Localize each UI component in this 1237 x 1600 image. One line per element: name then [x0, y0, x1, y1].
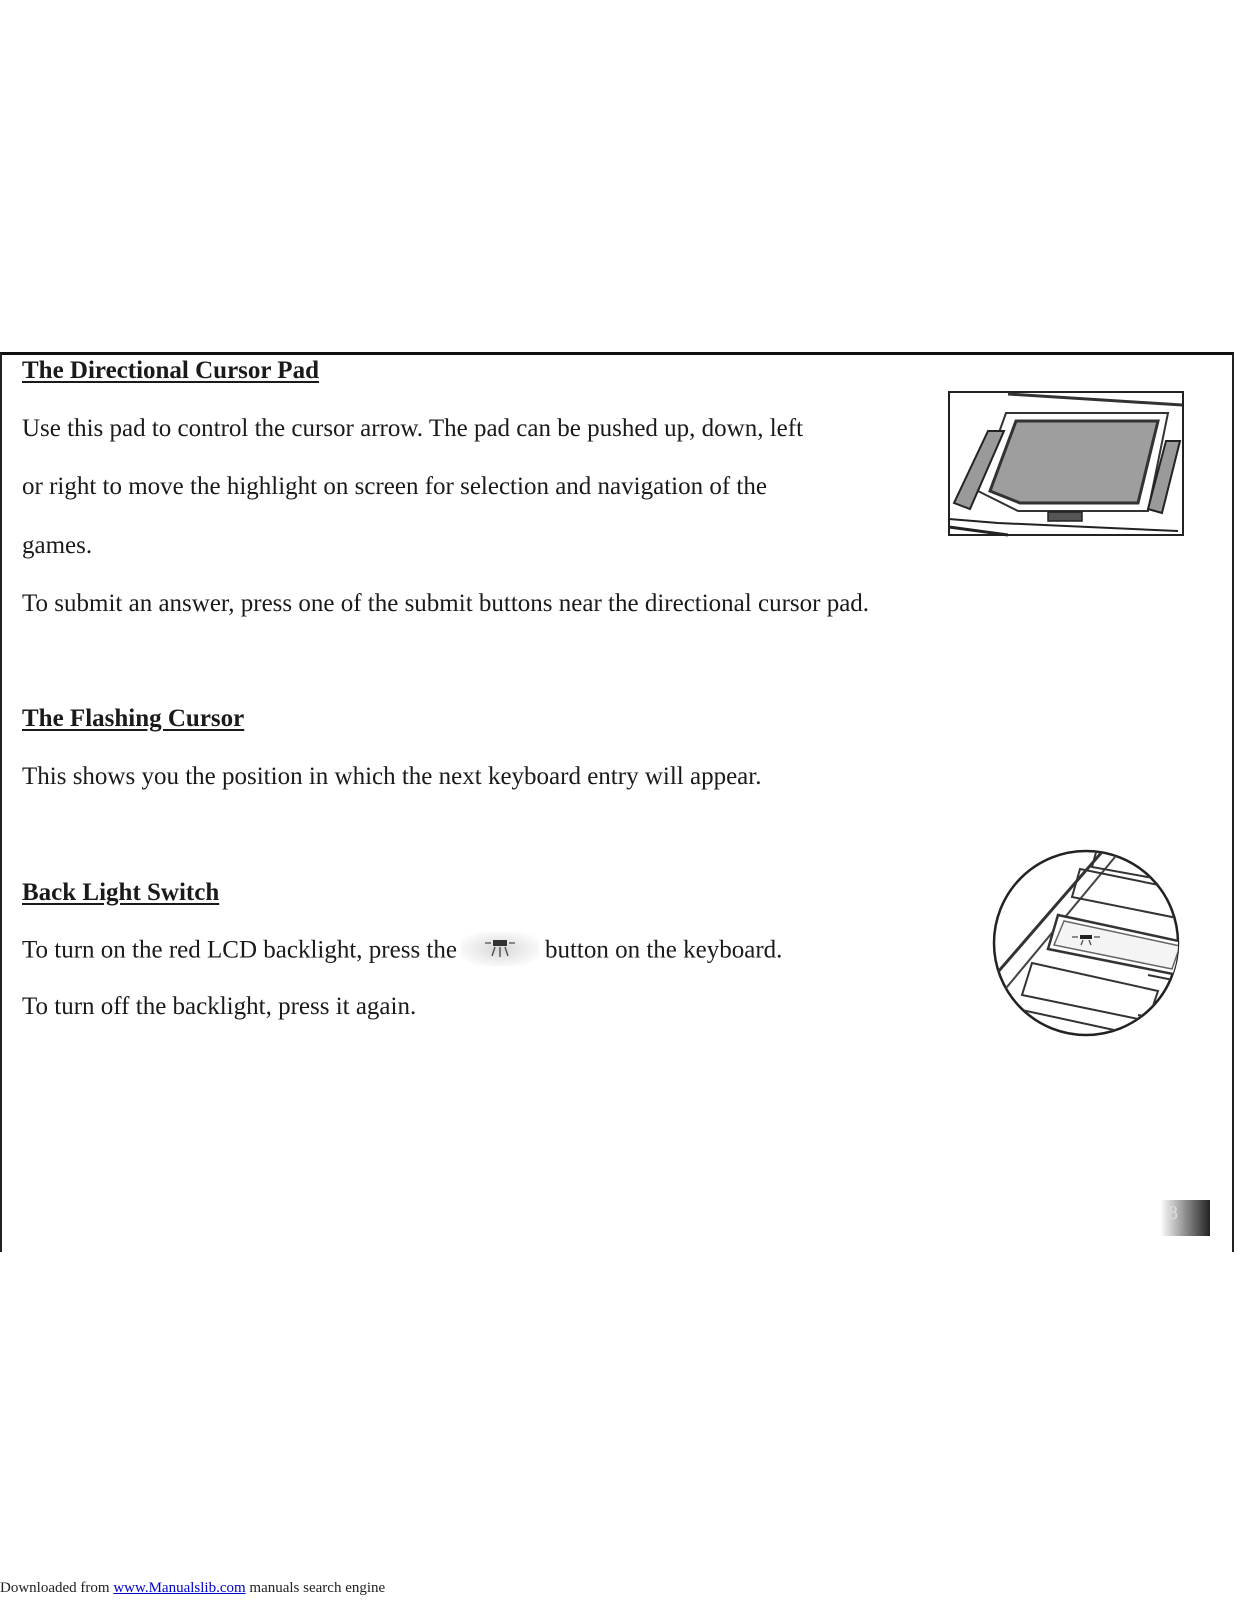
- heading-directional-cursor-pad: The Directional Cursor Pad: [22, 357, 319, 384]
- back-light-line-2: To turn off the backlight, press it again.: [22, 993, 417, 1020]
- footer-prefix: Downloaded from: [0, 1580, 110, 1596]
- cursor-pad-line-4: To submit an answer, press one of the submit buttons near the directional cursor pad.: [22, 590, 870, 617]
- directional-pad-illustration: [948, 391, 1184, 537]
- cursor-pad-line-1: Use this pad to control the cursor arrow. The pad can be pushed up, down, left: [22, 415, 804, 442]
- download-footer: [0, 1580, 385, 1597]
- page-number: 8: [1168, 1202, 1178, 1224]
- back-light-line-1-end: button on the keyboard.: [544, 936, 783, 964]
- manual-page: [0, 352, 1234, 1252]
- page-number-tab: [1160, 1200, 1210, 1236]
- heading-flashing-cursor: The Flashing Cursor: [22, 705, 245, 732]
- back-light-line-1-start: To turn on the red LCD backlight, press the: [22, 936, 457, 964]
- flashing-cursor-line-1: This shows you the position in which the next keyboard entry will appear.: [22, 763, 762, 790]
- footer-suffix: manuals search engine: [245, 1580, 386, 1596]
- keyboard-closeup-illustration: [988, 845, 1184, 1041]
- cursor-pad-line-2: or right to move the highlight on screen for selection and navigation of the: [22, 473, 767, 500]
- cursor-pad-line-3: games.: [22, 532, 93, 559]
- back-light-line-1: [22, 935, 782, 969]
- manualslib-link[interactable]: www.Manualslib.com: [113, 1580, 246, 1596]
- heading-back-light-switch: Back Light Switch: [22, 879, 220, 906]
- backlight-key-icon: [461, 932, 539, 966]
